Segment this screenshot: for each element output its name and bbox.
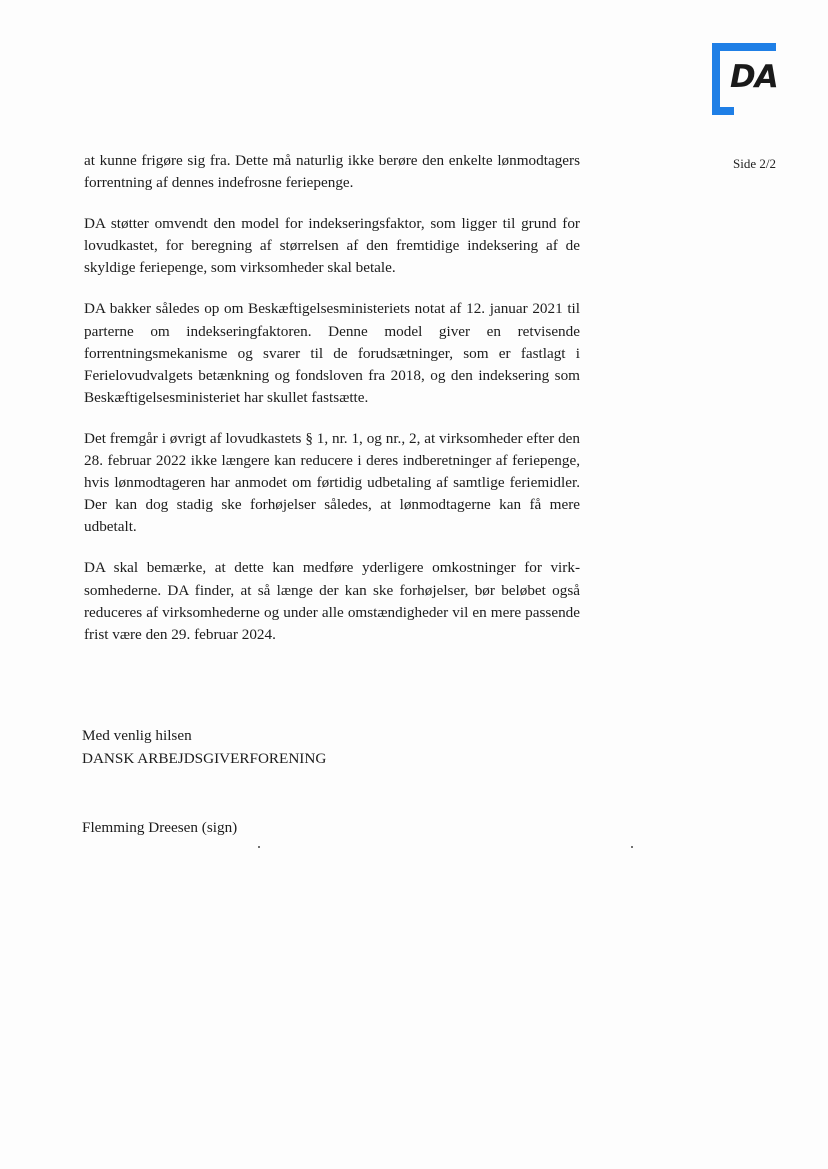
paragraph: DA bakker således op om Beskæftigelsesministeriets notat af 12. januar 2021 til parterne om indekseringfaktoren. Denne model giver en retvisende forrentningsmekanisme og svarer til de forudsætninger, som er fastlagt i Ferielovudvalgets betænkning og fondsloven fra 2018, og den indeksering som Beskæftigelsesministeriet har skullet fastsætte. (84, 300, 580, 406)
paragraph: at kunne frigøre sig fra. Dette må naturlig ikke berøre den enkelte lønmodtagers forrentning af dennes indefrosne feriepenge. (84, 152, 580, 192)
page-number: Side 2/2 (733, 156, 776, 171)
signature: Flemming Dreesen (sign) (82, 819, 238, 836)
logo-bracket-left (712, 43, 720, 115)
letter-body (84, 150, 580, 665)
paragraph: Det fremgår i øvrigt af lovudkastets § 1, nr. 1, og nr., 2, at virksomheder efter den 28. februar 2022 ikke længere kan reducere i deres indberetninger af feriepenge, hvis lønmodtageren har anmodet om førtidig udbetaling af samtlige feriemidler. Der kan dog stadig ske forhøjelser således, at lønmodtagerne kan få mere udbetalt. (84, 429, 580, 536)
logo-bracket-bottom (712, 107, 734, 115)
scan-speck (258, 846, 260, 848)
paragraph: DA skal bemærke, at dette kan medføre yderligere omkostninger for virksomhederne. DA finder, at så længe der kan ske forhøjelser, bør beløbet også reduceres af virksomhederne og under alle omstændigheder vil en mere passende frist være den 29. februar 2024. (84, 559, 580, 643)
logo-text: DA (730, 59, 778, 95)
closing-block (82, 725, 326, 770)
closing-greeting: Med venlig hilsen (82, 727, 192, 744)
da-logo (712, 43, 776, 115)
paragraph: DA støtter omvendt den model for indekseringsfaktor, som ligger til grund for lovudkastet, for beregning af størrelsen af den fremtidige indeksering af de skyldige feriepenge, som virksomheder skal betale. (84, 215, 580, 277)
scan-speck (631, 846, 633, 848)
organization-name: DANSK ARBEJDSGIVERFORENING (82, 749, 327, 767)
logo-bracket-top (712, 43, 776, 51)
